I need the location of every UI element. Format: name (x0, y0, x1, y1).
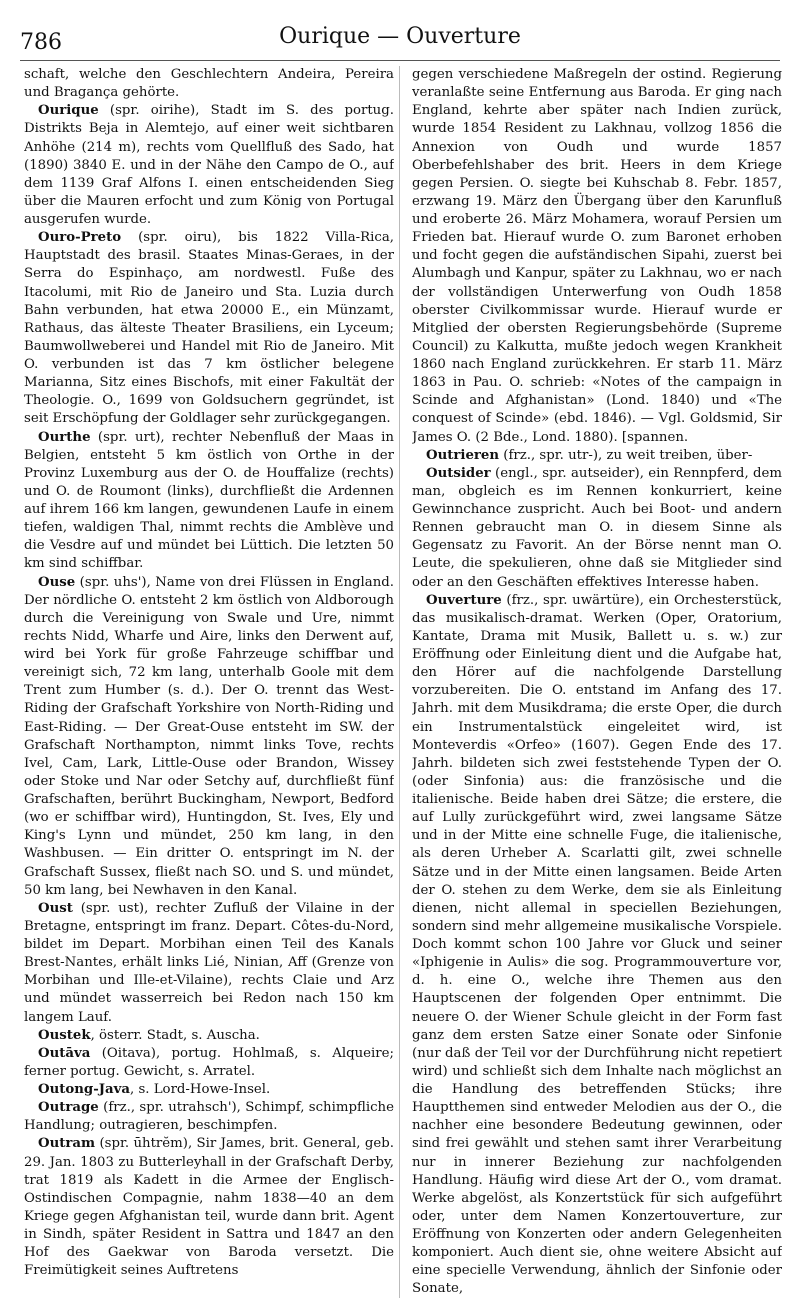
dictionary-entry (24, 66, 394, 102)
entry-text: (Oitava), portug. Hohlmaß, s. Alqueire; ferner portug. Gewicht, s. Arratel. (24, 1045, 394, 1079)
entry-headword: Ourthe (38, 429, 91, 445)
entry-headword: Outrieren (426, 447, 500, 463)
entry-headword: Oust (38, 900, 73, 916)
entry-text: (spr. uhs'), Name von drei Flüssen in England. Der nördliche O. entsteht 2 km östlich von Aldborough durch die Vereinigung von Swale und Ure, nimmt rechts Nidd, Wharfe und Aire, links den Derwent auf, wird bei York für große Fahrzeuge schiffbar und vereinigt sich, 72 km lang, unterhalb Goole mit dem Trent zum Humber (s. d.). Der O. trennt das West-Riding der Grafschaft Yorkshire von North-Riding und East-Riding. — Der Great-Ouse entsteht im SW. der Grafschaft Northampton, nimmt links Tove, rechts Ivel, Cam, Lark, Little-Ouse oder Brandon, Wissey oder Stoke und Nar oder Setchy auf, durchfließt fünf Grafschaften, berührt Buckingham, Newport, Bedford (wo er schiffbar wird), Huntingdon, St. Ives, Ely und King's Lynn und mündet, 250 km lang, in den Washbusen. — Ein dritter O. entspringt im N. der Grafschaft Sussex, fließt nach SO. und S. und mündet, 50 km lang, bei Newhaven in den Kanal. (24, 574, 394, 898)
entry-text: (engl., spr. autseider), ein Rennpferd, dem man, obgleich es im Rennen konkurriert, keine Gewinnchance zuspricht. Auch bei Boot- und andern Rennen gebraucht man O. in diesem Sinne als Gegensatz zu Favorit. An der Börse nennt man O. Leute, die spekulieren, ohne daß sie Mitglieder sind oder an den Geschäften effektives Interesse haben. (412, 465, 782, 590)
column-divider (399, 66, 400, 1298)
entry-headword: Outsider (426, 465, 491, 481)
entry-text: (frz., spr. utr-), zu weit treiben, über- (499, 447, 753, 463)
entry-headword: Ouverture (426, 592, 502, 608)
entry-headword: Outram (38, 1136, 96, 1152)
entry-text: gegen verschiedene Maßregeln der ostind. Regierung veranlaßte seine Entfernung aus Baroda. Er ging nach England, kehrte aber später nach Indien zurück, wurde 1854 Resident zu Lakhnau, vollzog 1856 die Annexion von Oudh und wurde 1857 Oberbefehlshaber des brit. Heers in dem Kriege gegen Persien. O. siegte bei Kuhschab 8. Febr. 1857, erzwang 19. März den Übergang über den Karunfluß und eroberte 26. März Mohamera, worauf Persien um Frieden bat. Hierauf wurde O. zum Baronet erhoben und focht gegen die aufständischen Sipahi, zuerst bei Alumbagh und Kanpur, später zu Lakhnau, wo er nach der vollständigen Unterwerfung von Oudh 1858 oberster Civilkommissar wurde. Hierauf wurde er Mitglied der obersten Regierungsbehörde (Supreme Council) zu Kalkutta, mußte jedoch wegen Krankheit 1860 nach England zurückkehren. Er starb 11. März 1863 in Pau. O. schrieb: «Notes of the campaign in Scinde and Afghanistan» (Lond. 1840) und «The conquest of Scinde» (ebd. 1846). — Vgl. Goldsmid, Sir James O. (2 Bde., Lond. 1880). [spannen. (412, 67, 782, 445)
entry-text: schaft, welche den Geschlechtern Andeira, Pereira und Bragança gehörte. (24, 67, 394, 101)
entry-text: (spr. urt), rechter Nebenfluß der Maas in Belgien, entsteht 5 km östlich von Orthe in der Provinz Luxemburg aus der O. de Houffalize (rechts) und O. de Roumont (links), durchfließt die Ardennen auf ihrem 166 km langen, gewundenen Laufe in einem tiefen, waldigen Thal, nimmt rechts die Amblève und die Vesdre auf und mündet bei Lüttich. Die letzten 50 km sind schiffbar. (24, 429, 394, 572)
dictionary-entry (412, 465, 782, 592)
entry-text: (frz., spr. utrahsch'), Schimpf, schimpfliche Handlung; outragieren, beschimpfen. (24, 1100, 394, 1134)
entry-text: (spr. ust), rechter Zufluß der Vilaine in der Bretagne, entspringt im franz. Depart. Côtes-du-Nord, bildet im Depart. Morbihan einen Teil des Kanals Brest-Nantes, erhält links Lié, Ninian, Aff (Grenze von Morbihan und Ille-et-Vilaine), rechts Claie und Arz und mündet wasserreich bei Redon nach 150 km langem Lauf. (24, 900, 394, 1025)
page-header (20, 16, 780, 54)
dictionary-entry (412, 66, 782, 447)
entry-headword: Outāva (38, 1045, 91, 1061)
entry-headword: Oustek (38, 1027, 91, 1043)
entry-text: , s. Lord-Howe-Insel. (130, 1082, 271, 1097)
dictionary-entry (24, 1081, 394, 1099)
entry-headword: Ourique (38, 103, 99, 119)
entry-headword: Outrage (38, 1100, 99, 1116)
entry-text: (spr. oiru), bis 1822 Villa-Rica, Hauptstadt des brasil. Staates Minas-Geraes, in der Serra do Espinhaço, am nordwestl. Fuße des Itacolumi, mit Rio de Janeiro und Sta. Luzia durch Bahn verbunden, hat etwa 20000 E., ein Münzamt, Rathaus, das älteste Theater Brasiliens, ein Lyceum; Baumwollweberei und Handel mit Rio de Janeiro. Mit O. verbunden ist das 7 km östlicher belegene Marianna, Sitz eines Bischofs, mit einer Fakultät der Theologie. O., 1699 von Goldsuchern gegründet, ist seit Erschöpfung der Goldlager sehr zurückgegangen. (24, 230, 394, 427)
entry-headword: Outong-Java (38, 1082, 130, 1097)
entry-text: (spr. oirihe), Stadt im S. des portug. Distrikts Beja in Alemtejo, auf einer weit sichtbaren Anhöhe (214 m), rechts vom Quellfluß des Sado, hat (1890) 3840 E. und in der Nähe den Campo de O., auf dem 1139 Graf Alfons I. einen entscheidenden Sieg über die Mauren erfocht und zum König von Portugal ausgerufen wurde. (24, 103, 394, 227)
dictionary-entry (24, 429, 394, 574)
running-title: Ourique — Ouverture (279, 24, 521, 49)
dictionary-entry (24, 574, 394, 900)
entry-headword: Ouse (38, 574, 76, 590)
header-rule (20, 60, 780, 61)
entry-text: , österr. Stadt, s. Auscha. (90, 1027, 260, 1043)
page-number: 786 (20, 30, 62, 55)
dictionary-entry (24, 1135, 394, 1280)
entry-text: (frz., spr. uwärtüre), ein Orchesterstück, das musikalisch-dramat. Werken (Oper, Oratorium, Kantate, Drama mit Musik, Ballett u. s. w.) zur Eröffnung oder Einleitung dient und die Aufgabe hat, den Hörer auf die nachfolgende Darstellung vorzubereiten. Die O. entstand im Anfang des 17. Jahrh. mit dem Musikdrama; die erste Oper, die durch ein Instrumentalstück eingeleitet wird, ist Monteverdis «Orfeo» (1607). Gegen Ende des 17. Jahrh. bildeten sich zwei feststehende Typen der O. (oder Sinfonia) aus: die französische und die italienische. Beide haben drei Sätze; die erstere, die auf Lully zurückgeführt wird, zwei langsame Sätze und in der Mitte eine schnelle Fuge, die italienische, als deren Urheber A. Scarlatti gilt, zwei schnelle Sätze und in der Mitte einen langsamen. Beide Arten der O. stehen zu dem Werke, dem sie als Einleitung dienen, nicht allemal in speciellen Beziehungen, sondern sind mehr allgemeine musikalische Vorspiele. Doch kommt schon 100 Jahre vor Gluck und seiner «Iphigenie in Aulis» die sog. Programmouverture vor, d. h. eine O., welche ihre Themen aus den Hauptscenen der folgenden Oper entnimmt. Die neuere O. der Wiener Schule gleicht in der Form fast ganz dem ersten Satze einer Sonate oder Sinfonie (nur daß der Teil vor der Durchführung nicht repetiert wird) und schließt sich dem Inhalte nach möglichst an die Handlung des betreffenden Stücks; ihre Hauptthemen sind entweder Melodien aus der O., die nachher eine besondere Bedeutung gewinnen, oder sind frei gewählt und stehen samt ihrer Verarbeitung nur in innerer Beziehung zur nachfolgenden Handlung. Häufig wird diese Art der O., vom dramat. Werke abgelöst, als Konzertstück für sich aufgeführt oder, unter dem Namen Konzertouverture, zur Eröffnung von Konzerten oder andern Gelegenheiten komponiert. Auch dient sie, ohne weitere Absicht auf eine specielle Verwendung, ähnlich der Sinfonie oder Sonate, (412, 592, 782, 1297)
right-column (412, 66, 782, 1298)
dictionary-entry (412, 447, 782, 465)
left-column (24, 66, 394, 1298)
dictionary-entry (24, 900, 394, 1027)
dictionary-entry (24, 1099, 394, 1135)
entry-headword: Ouro-Preto (38, 230, 122, 246)
dictionary-entry (412, 592, 782, 1298)
dictionary-entry (24, 1045, 394, 1081)
dictionary-entry (24, 1027, 394, 1045)
dictionary-entry (24, 102, 394, 229)
entry-text: (spr. ūhtrĕm), Sir James, brit. General, geb. 29. Jan. 1803 zu Butterleyhall in der Grafschaft Derby, trat 1819 als Kadett in die Armee der Englisch-Ostindischen Compagnie, nahm 1838—40 an dem Kriege gegen Afghanistan teil, wurde dann brit. Agent in Sindh, später Resident in Sattra und 1847 an den Hof des Gaekwar von Baroda versetzt. Die Freimütigkeit seines Auftretens (24, 1136, 394, 1279)
dictionary-entry (24, 229, 394, 428)
